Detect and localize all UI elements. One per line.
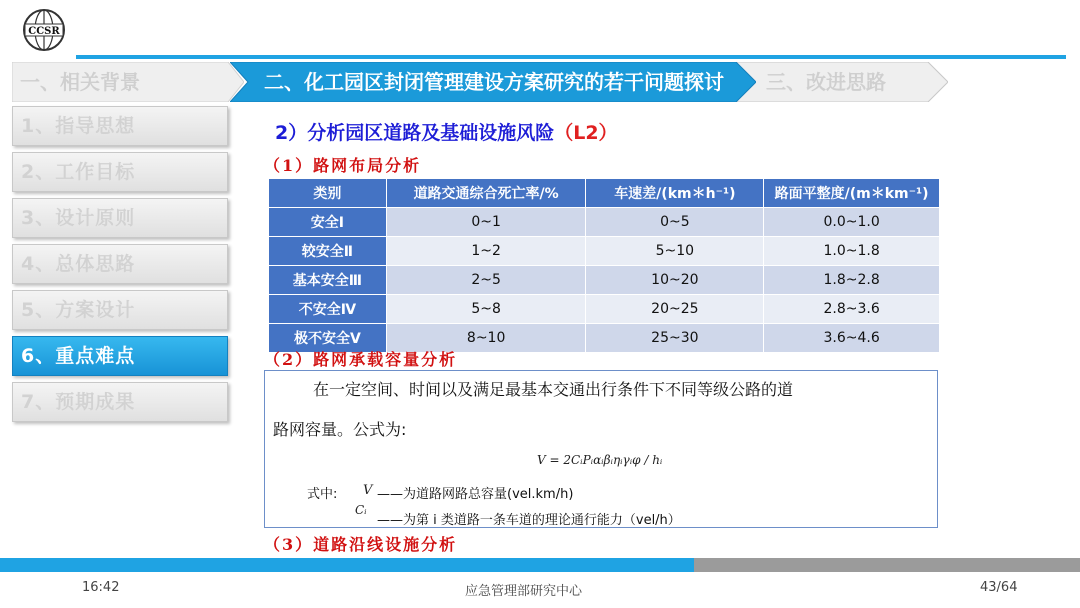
sidebar-item-label: 1、指导思想	[21, 115, 136, 137]
table-cell: 25~30	[586, 324, 764, 353]
table-cell-category: 不安全Ⅳ	[269, 295, 387, 324]
road-risk-table	[268, 178, 940, 353]
footer-time: 16:42	[82, 580, 120, 595]
table-cell: 1.0~1.8	[764, 237, 940, 266]
table-cell: 20~25	[586, 295, 764, 324]
table-row	[269, 295, 940, 324]
subsection-roadside-facilities: （3）道路沿线设施分析	[264, 535, 458, 554]
sidebar-item-expected-results[interactable]	[12, 382, 228, 422]
table-header: 车速差/(km＊h⁻¹)	[586, 179, 764, 208]
table-cell: 2.8~3.6	[764, 295, 940, 324]
tab-current-topic[interactable]	[230, 62, 756, 102]
sidebar-item-label: 4、总体思路	[21, 253, 136, 275]
top-accent-line	[76, 55, 1066, 59]
footer-bar-remainder	[694, 558, 1080, 572]
table-header: 路面平整度/(m＊km⁻¹)	[764, 179, 940, 208]
capacity-formula: V = 2CᵢPᵢαᵢβᵢηᵢγᵢφ / hᵢ	[537, 453, 663, 467]
table-cell: 5~8	[386, 295, 586, 324]
svg-text:CCSR: CCSR	[28, 26, 60, 37]
table-cell: 0~1	[386, 208, 586, 237]
table-cell: 1~2	[386, 237, 586, 266]
definition-label: 式中:	[307, 487, 338, 502]
tab-background[interactable]	[12, 62, 244, 102]
section-heading	[275, 118, 618, 145]
tab-label: 二、化工园区封闭管理建设方案研究的若干问题探讨	[264, 70, 724, 94]
sidebar-item-label: 7、预期成果	[21, 391, 136, 413]
tab-label: 一、相关背景	[20, 70, 140, 94]
table-cell-category: 极不安全Ⅴ	[269, 324, 387, 353]
subsection-road-capacity: （2）路网承载容量分析	[264, 350, 458, 369]
table-cell: 0.0~1.0	[764, 208, 940, 237]
symbol-ci: Cᵢ	[355, 503, 367, 517]
table-cell: 1.8~2.8	[764, 266, 940, 295]
capacity-formula-box	[264, 370, 938, 528]
definition-ci: ——为第 i 类道路一条车道的理论通行能力（vel/h）	[377, 513, 681, 528]
table-cell: 10~20	[586, 266, 764, 295]
table-cell-category: 安全Ⅰ	[269, 208, 387, 237]
table-header-row	[269, 179, 940, 208]
footer-bar-progress	[0, 558, 694, 572]
paragraph-line: 路网容量。公式为:	[273, 420, 407, 439]
ccsr-logo	[22, 8, 66, 52]
table-cell: 5~10	[586, 237, 764, 266]
table-row	[269, 208, 940, 237]
table-cell-category: 较安全Ⅱ	[269, 237, 387, 266]
tab-label: 三、改进思路	[766, 70, 886, 94]
sidebar-item-key-difficulties[interactable]	[12, 336, 228, 376]
sidebar-item-label: 5、方案设计	[21, 299, 136, 321]
sidebar-item-label: 6、重点难点	[21, 345, 136, 367]
tab-improvement[interactable]	[736, 62, 948, 102]
table-row	[269, 237, 940, 266]
table-cell: 3.6~4.6	[764, 324, 940, 353]
sidebar-item-overall-approach[interactable]	[12, 244, 228, 284]
footer-organization: 应急管理部研究中心	[465, 584, 583, 599]
sidebar-item-label: 3、设计原则	[21, 207, 136, 229]
table-cell-category: 基本安全Ⅲ	[269, 266, 387, 295]
subsection-road-layout: （1）路网布局分析	[264, 156, 422, 175]
table-header: 类别	[269, 179, 387, 208]
sidebar-item-work-goals[interactable]	[12, 152, 228, 192]
sidebar-item-design-principles[interactable]	[12, 198, 228, 238]
table-cell: 0~5	[586, 208, 764, 237]
symbol-v: V	[363, 483, 373, 498]
paragraph-line: 在一定空间、时间以及满足最基本交通出行条件下不同等级公路的道	[313, 380, 794, 399]
table-cell: 8~10	[386, 324, 586, 353]
heading-level-tag: （L2）	[554, 122, 618, 144]
sidebar-item-label: 2、工作目标	[21, 161, 136, 183]
definition-v: ——为道路网路总容量(vel.km/h)	[377, 487, 574, 502]
table-row	[269, 266, 940, 295]
sidebar-item-plan-design[interactable]	[12, 290, 228, 330]
heading-text: 2）分析园区道路及基础设施风险	[275, 122, 555, 144]
footer-page-number: 43/64	[980, 580, 1018, 595]
table-header: 道路交通综合死亡率/%	[386, 179, 586, 208]
table-cell: 2~5	[386, 266, 586, 295]
sidebar-item-guiding-ideology[interactable]	[12, 106, 228, 146]
